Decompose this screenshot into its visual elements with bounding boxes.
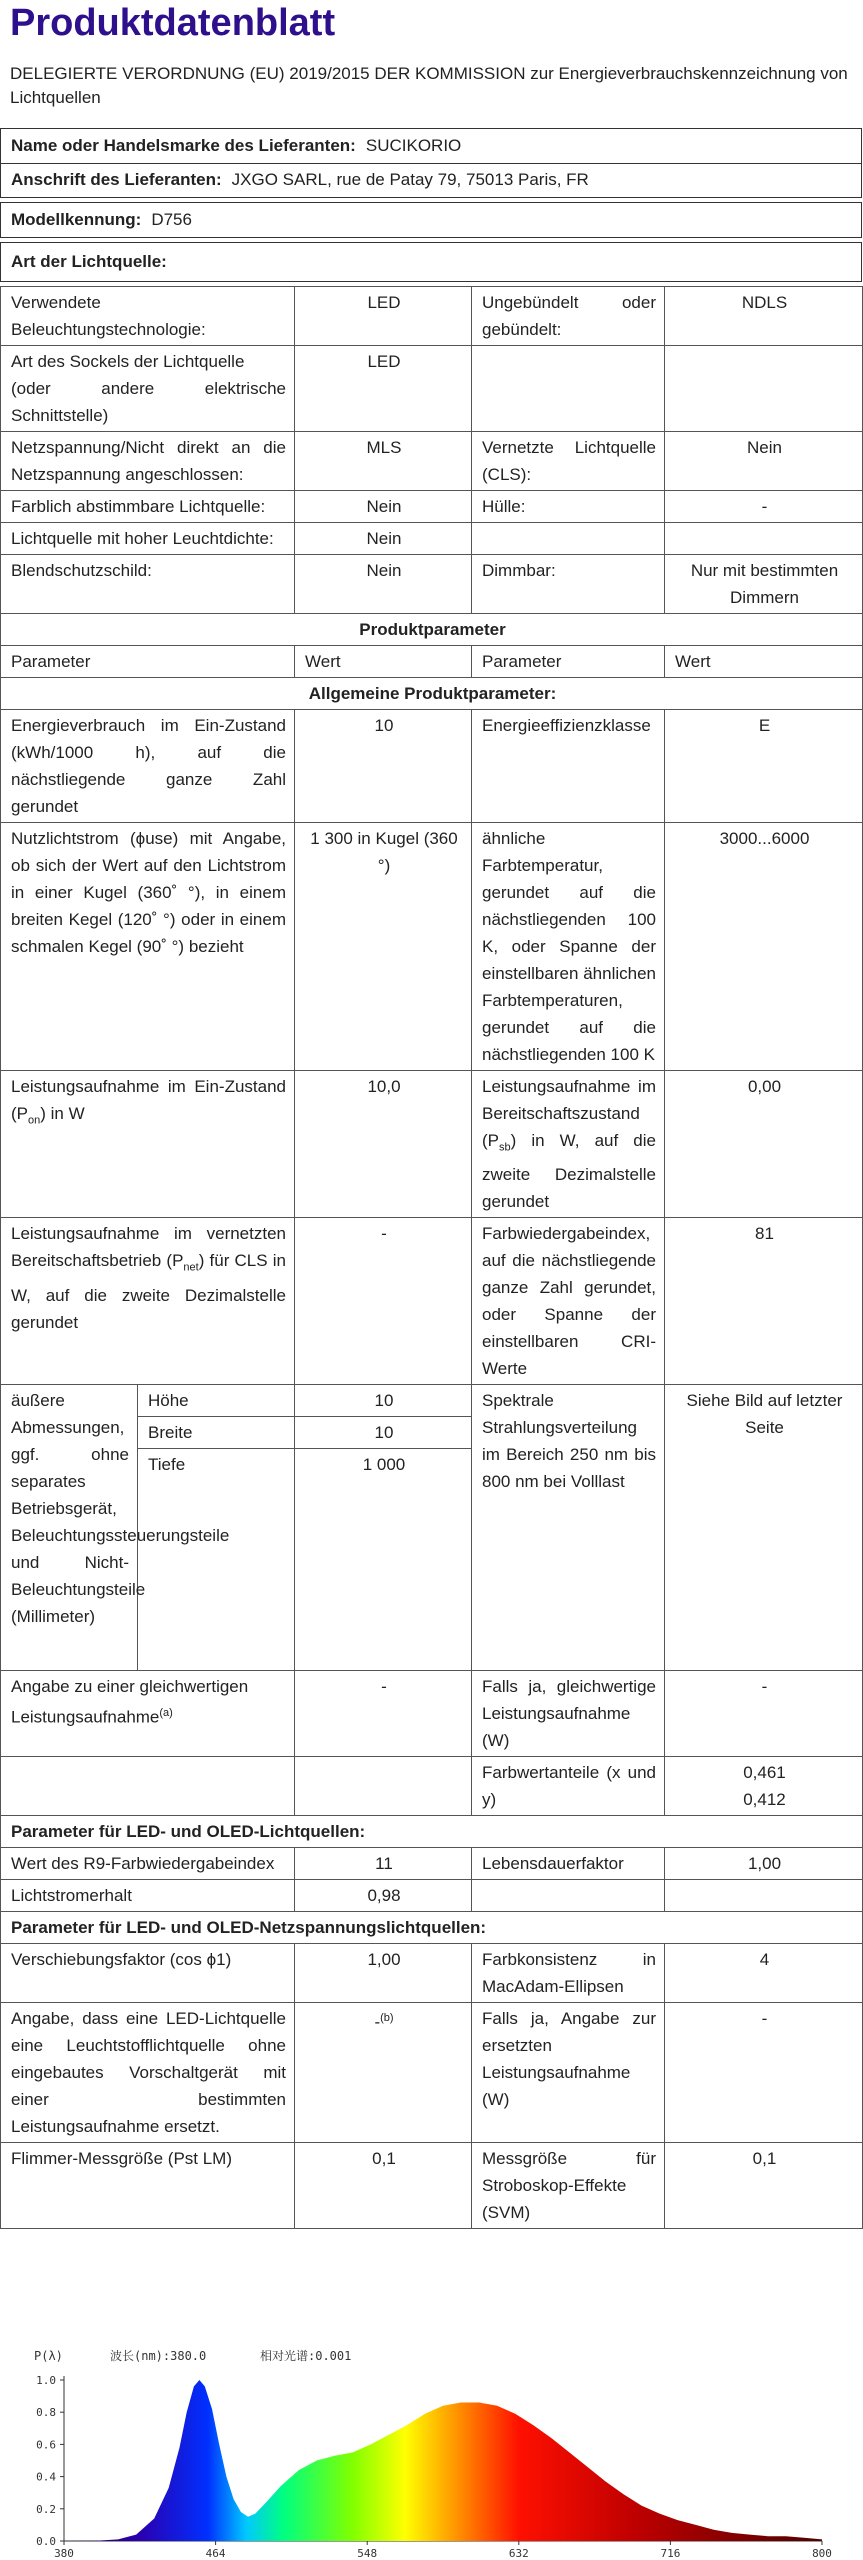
spd-label: Spektrale Strahlungsverteilung im Bereich 250 nm bis 800 nm bei Volllast [472, 1385, 665, 1671]
strobo-label: Messgröße für Stroboskop-Effekte (SVM) [472, 2143, 665, 2229]
replace-value-text: - [374, 2013, 381, 2033]
column-header-row [1, 646, 863, 678]
supplier-address-row [0, 162, 862, 198]
empty-cell [665, 1880, 863, 1912]
tech-label: Verwendete Beleuchtungstechnologie: [1, 287, 295, 346]
replace-footnote-mark: (b) [380, 2012, 394, 2025]
col-param-header: Parameter [1, 646, 295, 678]
col-value-header: Wert [295, 646, 472, 678]
spectrum-y-tick-label: 0.6 [36, 2438, 56, 2452]
chroma-y-value: 0,412 [743, 1790, 786, 1810]
r9-value: 11 [295, 1848, 472, 1880]
psb-label-unit: ) in W, auf die zweite Dezimalstelle gerundet [482, 1131, 656, 1212]
equiv-label [1, 1671, 295, 1757]
glare-label: Blendschutzschild: [1, 555, 295, 614]
flux-label: Nutzlichtstrom (ϕuse) mit Angabe, ob sich der Wert auf den Lichtstrom in einer Kugel (360˚ °), in einem breiten Kegel (120˚ °) oder in einem schmalen Kegel (90˚ °) bezieht [1, 823, 295, 1071]
bundled-value: NDLS [665, 287, 863, 346]
spectrum-wavelength-readout: 波长(nm):380.0 [110, 2349, 207, 2363]
tech-value: LED [295, 287, 472, 346]
socket-label-line-2: (oder andere elektrische Schnittstelle) [11, 379, 286, 425]
mains-label: Netzspannung/Nicht direkt an die Netzspannung angeschlossen: [1, 432, 295, 491]
flicker-label: Flimmer-Messgröße (Pst LM) [1, 2143, 295, 2229]
life-label: Lebensdauerfaktor [472, 1848, 665, 1880]
table-row [1, 346, 863, 432]
supplier-name-row [0, 128, 862, 164]
supplier-address-value: JXGO SARL, rue de Patay 79, 75013 Paris, FR [231, 169, 589, 189]
supplier-name-label: Name oder Handelsmarke des Lieferanten: [11, 136, 356, 155]
psb-label-text: Leistungsaufnahme im Bereitschaftszustand (P [482, 1077, 656, 1150]
table-row [1, 1880, 863, 1912]
glare-value: Nein [295, 555, 472, 614]
empty-cell [1, 1757, 295, 1816]
spectrum-x-tick-label: 800 [812, 2547, 832, 2560]
source-type-label: Art der Lichtquelle: [11, 252, 167, 271]
general-params-heading-row [1, 678, 863, 710]
pnet-label [1, 1218, 295, 1385]
class-label: Energieeffizienzklasse [472, 710, 665, 823]
table-row [1, 1385, 863, 1417]
tunable-value: Nein [295, 491, 472, 523]
regulation-subtitle: DELEGIERTE VERORDNUNG (EU) 2019/2015 DER KOMMISSION zur Energieverbrauchskennzeichnung von Lichtquellen [10, 64, 848, 107]
macadam-value: 4 [665, 1944, 863, 2003]
cls-label: Vernetzte Lichtquelle (CLS): [472, 432, 665, 491]
table-row [1, 2143, 863, 2229]
model-label: Modellkennung: [11, 210, 142, 229]
height-label: Höhe [138, 1385, 295, 1417]
empty-cell [472, 1880, 665, 1912]
equiv-footnote-mark: (a) [159, 1707, 173, 1720]
table-row [1, 555, 863, 614]
cls-value: Nein [665, 432, 863, 491]
envelope-value: - [665, 491, 863, 523]
spd-value: Siehe Bild auf letzter Seite [665, 1385, 863, 1671]
pnet-value: - [295, 1218, 472, 1385]
spectrum-y-axis-label: P(λ) [34, 2349, 63, 2363]
table-row [1, 1944, 863, 2003]
pnet-label-text: Leistungsaufnahme im vernetzten Bereitschaftsbetrieb (P [11, 1224, 286, 1271]
general-params-heading: Allgemeine Produktparameter: [1, 678, 863, 710]
chroma-label: Farbwertanteile (x und y) [472, 1757, 665, 1816]
life-value: 1,00 [665, 1848, 863, 1880]
dims-label: äußere Abmessungen, ggf. ohne separates Betriebsgerät, Beleuchtungssteuerungsteile und Nicht-Beleuchtungsteile (Millimeter) [1, 1385, 138, 1671]
envelope-label: Hülle: [472, 491, 665, 523]
tunable-label: Farblich abstimmbare Lichtquelle: [1, 491, 295, 523]
empty-cell [295, 1757, 472, 1816]
spectrum-y-tick-label: 1.0 [36, 2374, 56, 2387]
datasheet-table [0, 286, 863, 2229]
spectrum-x-tick-label: 632 [508, 2547, 529, 2560]
pon-label-text: Leistungsaufnahme im Ein-Zustand (P [11, 1077, 286, 1123]
empty-cell [665, 523, 863, 555]
dimmable-label: Dimmbar: [472, 555, 665, 614]
supplier-address-label: Anschrift des Lieferanten: [11, 169, 222, 189]
table-row [1, 1757, 863, 1816]
product-params-heading: Produktparameter [1, 614, 863, 646]
model-row [0, 202, 862, 238]
strobo-value: 0,1 [665, 2143, 863, 2229]
dimmable-value: Nur mit bestimmten Dimmern [665, 555, 863, 614]
table-row [1, 1218, 863, 1385]
bundled-label: Ungebündelt oder gebündelt: [472, 287, 665, 346]
chroma-x-value: 0,461 [743, 1763, 786, 1783]
spectrum-x-tick-label: 464 [205, 2547, 226, 2560]
spectrum-y-tick-label: 0.2 [36, 2502, 56, 2516]
spectrum-relative-readout: 相对光谱:0.001 [260, 2349, 352, 2363]
highlum-value: Nein [295, 523, 472, 555]
socket-label-line-1: Art des Sockels der Lichtquelle [11, 352, 245, 371]
supplier-name-value: SUCIKORIO [365, 136, 462, 155]
maint-value: 0,98 [295, 1880, 472, 1912]
table-row [1, 287, 863, 346]
page-title: Produktdatenblatt [10, 2, 336, 44]
col-param-header: Parameter [472, 646, 665, 678]
shift-label: Verschiebungsfaktor (cos ϕ1) [1, 1944, 295, 2003]
pon-subscript: on [28, 1114, 41, 1127]
led-params-heading-row [1, 1816, 863, 1848]
spectrum-curve [64, 2380, 822, 2541]
table-row [1, 823, 863, 1071]
width-value: 10 [295, 1417, 472, 1449]
table-row [1, 710, 863, 823]
maint-label: Lichtstromerhalt [1, 1880, 295, 1912]
r9-label: Wert des R9-Farbwiedergabeindex [1, 1848, 295, 1880]
pon-value: 10,0 [295, 1071, 472, 1218]
socket-label [1, 346, 295, 432]
empty-cell [472, 523, 665, 555]
table-row [1, 1071, 863, 1218]
shift-value: 1,00 [295, 1944, 472, 2003]
spectrum-x-tick-label: 548 [357, 2547, 378, 2560]
pnet-label-unit: ) für CLS in W, auf die zweite Dezimalstelle gerundet [11, 1251, 286, 1332]
spectrum-y-tick-label: 0.4 [36, 2470, 56, 2484]
width-label: Breite [138, 1417, 295, 1449]
cri-value: 81 [665, 1218, 863, 1385]
flux-value: 1 300 in Kugel (360 °) [295, 823, 472, 1071]
table-row [1, 1848, 863, 1880]
replace-w-label: Falls ja, Angabe zur ersetzten Leistungsaufnahme (W) [472, 2003, 665, 2143]
empty-cell [472, 346, 665, 432]
depth-label: Tiefe [138, 1449, 295, 1671]
empty-cell [665, 346, 863, 432]
pon-label-unit: ) in W [40, 1104, 85, 1123]
model-value: D756 [151, 210, 192, 229]
col-value-header: Wert [665, 646, 863, 678]
depth-value: 1 000 [295, 1449, 472, 1671]
cct-label: ähnliche Farbtemperatur, gerundet auf die nächstliegenden 100 K, oder Spanne der einstellbaren ähnlichen Farbtemperaturen, gerundet auf die nächstliegenden 100 K [472, 823, 665, 1071]
highlum-label: Lichtquelle mit hoher Leuchtdichte: [1, 523, 295, 555]
cri-label: Farbwiedergabeindex, auf die nächstliegende ganze Zahl gerundet, oder Spanne der einstellbaren CRI-Werte [472, 1218, 665, 1385]
socket-value: LED [295, 346, 472, 432]
equiv-w-label: Falls ja, gleichwertige Leistungsaufnahme (W) [472, 1671, 665, 1757]
flicker-value: 0,1 [295, 2143, 472, 2229]
energy-value: 10 [295, 710, 472, 823]
spectrum-y-tick-label: 0.8 [36, 2406, 56, 2420]
macadam-label: Farbkonsistenz in MacAdam-Ellipsen [472, 1944, 665, 2003]
mains-value: MLS [295, 432, 472, 491]
table-row [1, 491, 863, 523]
pon-label [1, 1071, 295, 1218]
psb-subscript: sb [499, 1141, 511, 1154]
spectrum-y-tick-label: 0.0 [36, 2535, 56, 2548]
table-row [1, 2003, 863, 2143]
replace-value [295, 2003, 472, 2143]
class-value: E [665, 710, 863, 823]
table-row [1, 523, 863, 555]
source-type-row [0, 242, 862, 282]
table-row [1, 1671, 863, 1757]
replace-label: Angabe, dass eine LED-Lichtquelle eine Leuchtstofflichtquelle ohne eingebautes Vorschaltgerät mit einer bestimmten Leistungsaufnahme ersetzt. [1, 2003, 295, 2143]
led-params-heading: Parameter für LED- und OLED-Lichtquellen: [1, 1816, 863, 1848]
product-params-heading-row [1, 614, 863, 646]
energy-label: Energieverbrauch im Ein-Zustand (kWh/1000 h), auf die nächstliegende ganze Zahl gerundet [1, 710, 295, 823]
equiv-w-value: - [665, 1671, 863, 1757]
replace-w-value: - [665, 2003, 863, 2143]
pnet-subscript: net [183, 1261, 199, 1274]
chroma-value [665, 1757, 863, 1816]
height-value: 10 [295, 1385, 472, 1417]
cct-value: 3000...6000 [665, 823, 863, 1071]
mls-params-heading: Parameter für LED- und OLED-Netzspannungslichtquellen: [1, 1912, 863, 1944]
table-row [1, 432, 863, 491]
spectral-distribution-chart [0, 2330, 863, 2560]
equiv-value: - [295, 1671, 472, 1757]
psb-label [472, 1071, 665, 1218]
spectrum-x-tick-label: 716 [660, 2547, 681, 2560]
spectrum-x-tick-label: 380 [54, 2547, 74, 2560]
equiv-label-text: Angabe zu einer gleichwertigen Leistungsaufnahme [11, 1677, 249, 1728]
mls-params-heading-row [1, 1912, 863, 1944]
psb-value: 0,00 [665, 1071, 863, 1218]
